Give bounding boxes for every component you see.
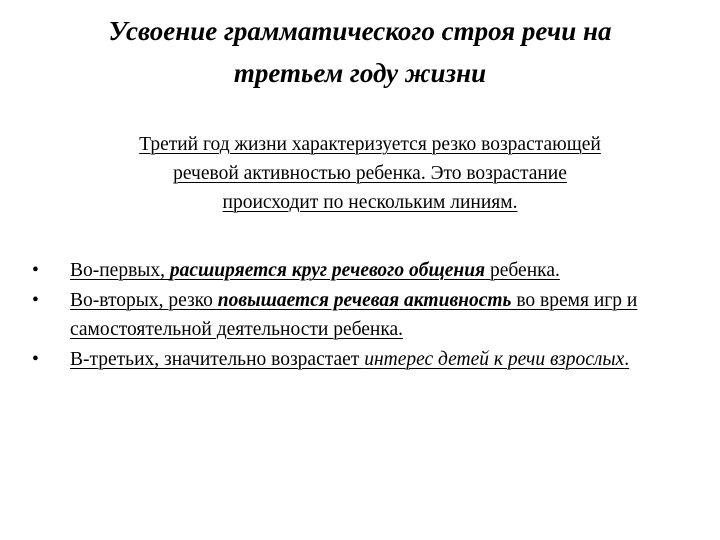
bullet-item-3: [20, 345, 690, 374]
bullet-1-emphasis: расширяется круг речевого общения: [169, 260, 486, 281]
title-line-2: третьем году жизни: [233, 58, 487, 88]
bullet-item-2: [20, 286, 690, 344]
bullet-2-lead: Во-вторых, резко: [70, 290, 218, 311]
bullet-dot-icon: •: [32, 260, 39, 281]
bullet-list: [20, 256, 690, 375]
bullet-3-emphasis: интерес детей к речи взрослых: [364, 349, 625, 370]
bullet-2-emphasis: повышается речевая активность: [217, 290, 512, 311]
bullet-dot-icon: •: [32, 290, 39, 311]
bullet-1-tail: ребенка.: [485, 260, 560, 281]
intro-line-2: речевой активностью ребенка. Это возрастание: [173, 163, 567, 184]
bullet-item-1: [20, 256, 690, 285]
bullet-3-lead: В-третьих, значительно возрастает: [70, 349, 365, 370]
bullet-dot-icon: •: [32, 349, 39, 370]
intro-line-1: Третий год жизни характеризуется резко возрастающей: [139, 134, 601, 155]
intro-line-3: происходит по нескольким линиям.: [222, 192, 518, 213]
bullet-3-tail: .: [624, 349, 630, 370]
slide-title: [40, 10, 680, 94]
bullet-1-lead: Во-первых,: [70, 260, 170, 281]
bullet-2-tail: во время игр и самостоятельной деятельности ребенка.: [70, 290, 638, 340]
intro-paragraph: [60, 130, 680, 217]
title-line-1: Усвоение грамматического строя речи на: [108, 16, 612, 46]
